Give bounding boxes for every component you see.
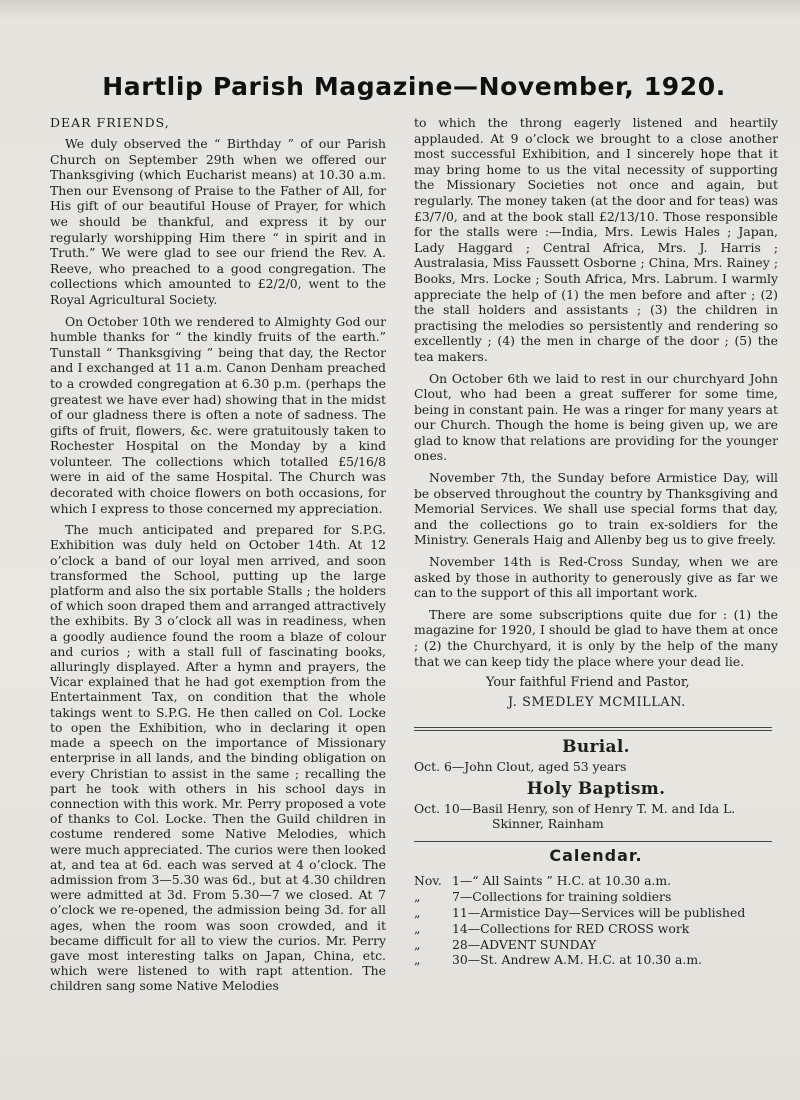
paragraph-spg-exhibition: The much anticipated and prepared for S.P.G. Exhibition was duly held on October 14th. At 12 o’clock a band of our loyal men arrived, and soon transformed the School, putting up the large platform and also the six portable Stalls ; the holders of which soon draped them and arranged attractively the exhibits. By 3 o’clock all was in readiness, when a goodly audience found the room a blaze of colour and curios ; with a stall full of fascinating books, alluringly displayed. After a hymn and prayers, the Vicar explained that he had got exemption from the Entertainment Tax, on condition that the whole takings went to S.P.G. He then called on Col. Locke to open the Exhibition, who in declaring it open made a speech on the importance of Missionary enterprise in all lands, and the binding obligation on every Christian to assist in the same ; recalling the part he took with others in his school days in connection with this work. Mr. Perry proposed a vote of thanks to Col. Locke. Then the Guild children in costume rendered some Native Melodies, which were much appreciated. The curios were then looked at, and tea at 6d. each was served at 4 o’clock. The admission from 3—5.30 was 6d., but at 4.30 children were admitted at 3d. From 5.30—7 we closed. At 7 o’clock we re-opened, the admission being 3d. for all ages, when the room was soon crowded, and it became difficult for all to view the curios. Mr. Perry gave most interesting talks on Japan, China, etc. which were listened to with rapt attention. The children sang some Native Melodies xyxy=(50,522,386,994)
salutation: DEAR FRIENDS, xyxy=(50,115,170,130)
calendar-event: 30—St. Andrew A.M. H.C. at 10.30 a.m. xyxy=(452,952,703,968)
page-title: Hartlip Parish Magazine—November, 1920. xyxy=(102,72,726,101)
calendar-ditto: „ xyxy=(414,920,421,936)
paragraph-harvest-thanksgiving: On October 10th we rendered to Almighty God our humble thanks for “ the kindly fruits of the earth.” Tunstall “ Thanksgiving ” being that day, the Rector and I exchanged at 11 a.m. Canon Denham preached to a crowded congregation at 6.30 p.m. (perhaps the greatest we have ever had) showing that in the midst of our gladness there is often a note of sadness. The gifts of fruit, flowers, &c. were gratuitously taken to Rochester Hospital on the Monday by a kind volunteer. The collections which totalled £5/16/8 were in aid of the same Hospital. The Church was decorated with choice flowers on both occasions, for which I express to those concerned my appreciation. xyxy=(50,313,386,516)
two-column-layout xyxy=(50,115,778,1000)
calendar-list xyxy=(414,873,778,968)
calendar-event: 11—Armistice Day—Services will be published xyxy=(452,905,746,920)
paragraph-john-clout: On October 6th we laid to rest in our churchyard John Clout, who had been a great sufferer for some time, being in constant pain. He was a ringer for many years at our Church. Though the home is being given up, we are glad to know that relations are providing for the younger ones. xyxy=(414,370,778,464)
double-divider xyxy=(414,727,772,731)
paragraph-subscriptions: There are some subscriptions quite due for : (1) the magazine for 1920, I should be glad to have them at once ; (2) the Churchyard, it is only by the help of the many that we can keep tidy the place where your dead lie. xyxy=(414,606,778,669)
paragraph-spg-exhibition-continued: to which the throng eagerly listened and heartily applauded. At 9 o’clock we brought to a close another most successful Exhibition, and I sincerely hope that it may bring home to us the vital necessity of supporting the Missionary Societies not once and again, but regularly. The money taken (at the door and for teas) was £3/7/0, and at the book stall £2/13/10. Those responsible for the stalls were :—India, Mrs. Lewis Hales ; Japan, Lady Haggard ; Central Africa, Mrs. J. Harris ; Australasia, Miss Faussett Osborne ; China, Mrs. Rainey ; Books, Mrs. Locke ; South Africa, Mrs. Labrum. I warmly appreciate the help of (1) the men before and after ; (2) the stall holders and assistants ; (3) the children in practising the melodies so persistently and rendering so excellently ; (4) the men in charge of the door ; (5) the tea makers. xyxy=(414,115,778,364)
calendar-ditto: „ xyxy=(414,889,421,905)
calendar-ditto: „ xyxy=(414,936,421,952)
burial-heading: Burial. xyxy=(562,737,630,758)
calendar-event: 14—Collections for RED CROSS work xyxy=(452,920,690,936)
calendar-event: 1—“ All Saints ” H.C. at 10.30 a.m. xyxy=(452,873,672,889)
calendar-ditto: „ xyxy=(414,952,421,968)
paragraph-birthday: We duly observed the “ Birthday ” of our Parish Church on September 29th when we offered our Thanksgiving (which Eucharist means) at 10.30 a.m. Then our Evensong of Praise to the Father of All, for His gift of our beautiful House of Prayer, for which we should be thankful, and express it by our regularly worshipping Him there “ in spirit and in Truth.” We were glad to see our friend the Rev. A. Reeve, who preached to a good congregation. The collections which amounted to £2/2/0, went to the Royal Agricultural Society. xyxy=(50,136,386,307)
paragraph-red-cross: November 14th is Red-Cross Sunday, when we are asked by those in authority to generously give as far we can to the support of this all important work. xyxy=(414,554,778,601)
calendar-row xyxy=(414,873,778,889)
calendar-event: 28—ADVENT SUNDAY xyxy=(452,936,597,952)
calendar-ditto: „ xyxy=(414,905,421,920)
calendar-row xyxy=(414,889,778,905)
closing-line: Your faithful Friend and Pastor, xyxy=(486,675,690,691)
calendar-month: Nov. xyxy=(414,873,442,889)
calendar-row xyxy=(414,952,778,968)
right-column xyxy=(414,115,778,1000)
paragraph-armistice: November 7th, the Sunday before Armistice Day, will be observed throughout the country by Thanksgiving and Memorial Services. We shall use special forms that day, and the collections go to train ex-soldiers for the Ministry. Generals Haig and Allenby beg us to give freely. xyxy=(414,470,778,548)
calendar-row xyxy=(414,905,778,921)
burial-entry: Oct. 6—John Clout, aged 53 years xyxy=(414,759,627,775)
calendar-row xyxy=(414,937,778,953)
baptism-entry: Oct. 10—Basil Henry, son of Henry T. M. and Ida L. Skinner, Rainham xyxy=(414,800,736,831)
calendar-event: 7—Collections for training soldiers xyxy=(452,889,672,905)
divider xyxy=(414,841,772,842)
left-column xyxy=(50,115,386,1000)
calendar-row xyxy=(414,921,778,937)
calendar-heading: Calendar. xyxy=(549,846,643,866)
signature: J. SMEDLEY MCMILLAN. xyxy=(508,695,686,711)
baptism-heading: Holy Baptism. xyxy=(526,778,666,799)
